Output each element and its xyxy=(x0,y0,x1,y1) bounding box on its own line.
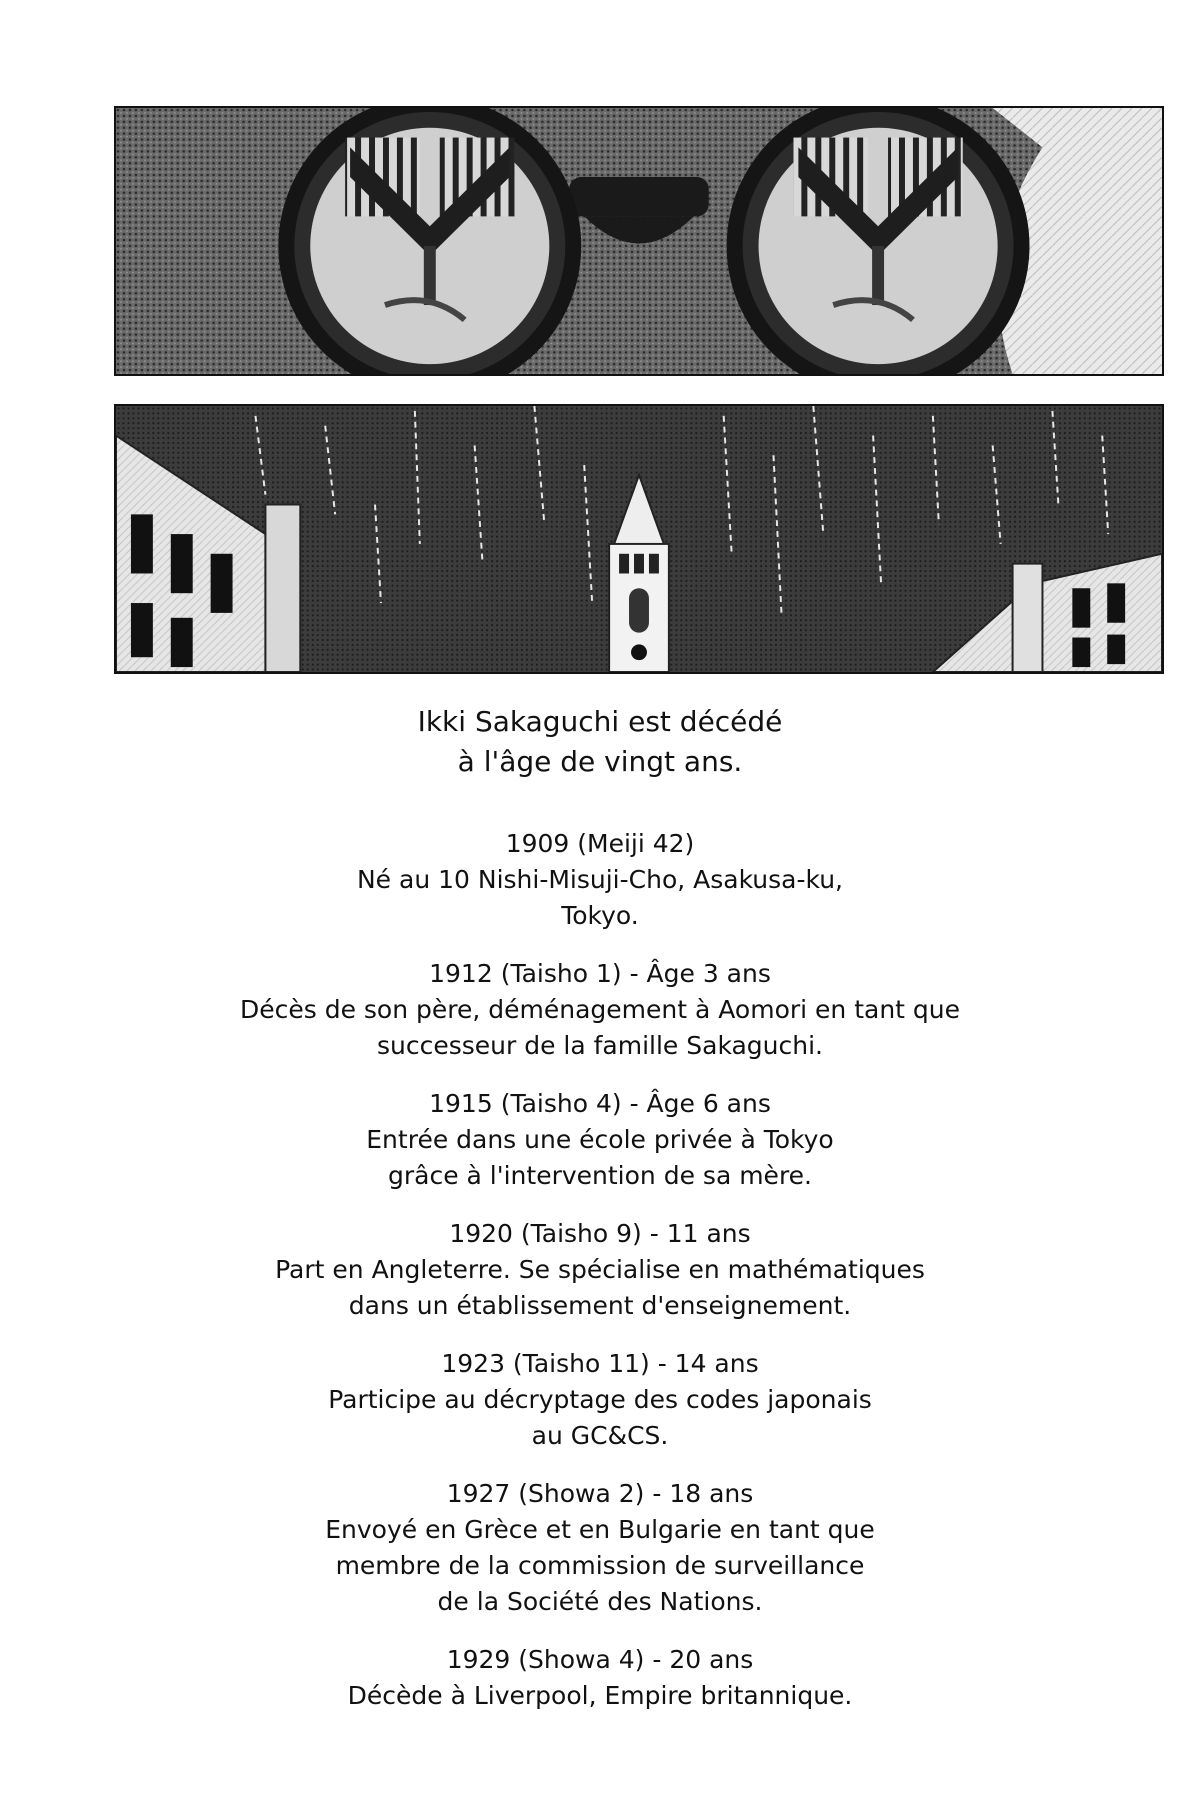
timeline-line: membre de la commission de surveillance xyxy=(335,1551,865,1580)
goggles-illustration xyxy=(116,108,1162,374)
left-lens xyxy=(278,108,581,374)
timeline-entry xyxy=(0,1346,1200,1454)
timeline-entry xyxy=(0,1216,1200,1324)
timeline-line: Part en Angleterre. Se spécialise en mathématiques xyxy=(275,1255,925,1284)
timeline-line: Décès de son père, déménagement à Aomori en tant que xyxy=(239,995,961,1024)
clock-tower-illustration xyxy=(116,406,1162,672)
timeline-entry xyxy=(0,826,1200,934)
timeline-entry xyxy=(0,956,1200,1064)
timeline-line: dans un établissement d'enseignement. xyxy=(348,1291,852,1320)
timeline-heading: 1929 (Showa 4) - 20 ans xyxy=(446,1645,754,1674)
timeline-line: Participe au décryptage des codes japonais xyxy=(328,1385,872,1414)
timeline-entry xyxy=(0,1086,1200,1194)
timeline-entry xyxy=(0,1642,1200,1714)
timeline-heading: 1912 (Taisho 1) - Âge 3 ans xyxy=(429,959,771,988)
timeline-heading: 1923 (Taisho 11) - 14 ans xyxy=(441,1349,759,1378)
timeline-entry xyxy=(0,1476,1200,1620)
timeline-heading: 1909 (Meiji 42) xyxy=(505,829,695,858)
biography-timeline xyxy=(0,826,1200,1736)
timeline-heading: 1915 (Taisho 4) - Âge 6 ans xyxy=(429,1089,771,1118)
timeline-line: au GC&CS. xyxy=(531,1421,669,1450)
timeline-line: de la Société des Nations. xyxy=(437,1587,763,1616)
death-caption xyxy=(0,702,1200,782)
timeline-heading: 1927 (Showa 2) - 18 ans xyxy=(446,1479,754,1508)
caption-line-1: Ikki Sakaguchi est décédé xyxy=(417,705,783,738)
clock-tower-panel xyxy=(114,404,1164,674)
caption-line-2: à l'âge de vingt ans. xyxy=(457,745,743,778)
timeline-heading: 1920 (Taisho 9) - 11 ans xyxy=(449,1219,751,1248)
timeline-line: successeur de la famille Sakaguchi. xyxy=(376,1031,824,1060)
right-lens xyxy=(727,108,1030,374)
timeline-line: Né au 10 Nishi-Misuji-Cho, Asakusa-ku, xyxy=(356,865,844,894)
timeline-line: grâce à l'intervention de sa mère. xyxy=(387,1161,812,1190)
goggles-panel xyxy=(114,106,1164,376)
timeline-line: Décède à Liverpool, Empire britannique. xyxy=(347,1681,853,1710)
timeline-line: Envoyé en Grèce et en Bulgarie en tant que xyxy=(325,1515,875,1544)
timeline-line: Entrée dans une école privée à Tokyo xyxy=(366,1125,834,1154)
timeline-line: Tokyo. xyxy=(561,901,639,930)
